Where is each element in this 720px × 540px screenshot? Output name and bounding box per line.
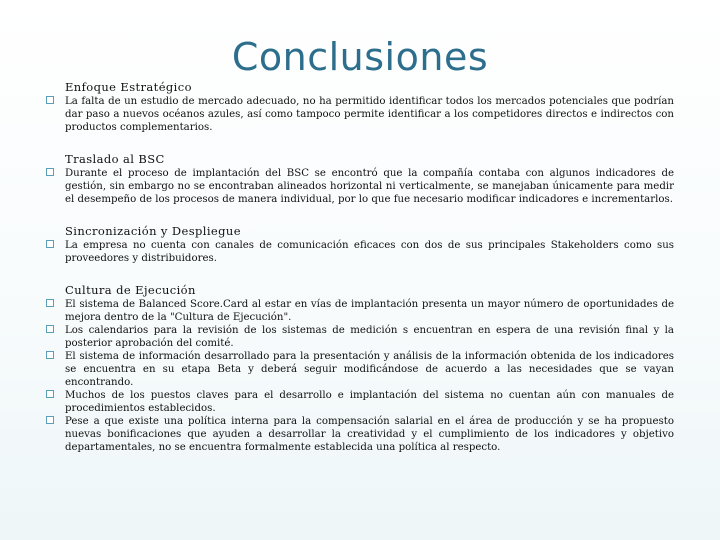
- bullet-text: Los calendarios para la revisión de los sistemas de medición s encuentran en espera de una revisión final y la posterior aprobación del comité.: [65, 325, 674, 349]
- section-traslado-bsc: [46, 152, 674, 206]
- bullet-text: Muchos de los puestos claves para el desarrollo e implantación del sistema no cuentan aún con manuales de procedimientos establecidos.: [65, 390, 674, 414]
- square-bullet-icon: [46, 351, 54, 359]
- square-bullet-icon: [46, 240, 54, 248]
- bullet-item: [46, 389, 674, 415]
- bullet-item: [46, 239, 674, 265]
- bullet-text: La empresa no cuenta con canales de comunicación eficaces con dos de sus principales Stakeholders como sus proveedores y distribuidores.: [65, 240, 674, 264]
- bullet-item: [46, 167, 674, 206]
- square-bullet-icon: [46, 168, 54, 176]
- section-sincronizacion-despliegue: [46, 224, 674, 265]
- bullet-text: La falta de un estudio de mercado adecuado, no ha permitido identificar todos los mercados potenciales que podrían dar paso a nuevos océanos azules, así como tampoco permite identificar a los competidores directos e indirectos con productos complementarios.: [65, 96, 674, 133]
- slide-title: Conclusiones: [231, 35, 489, 79]
- bullet-item: [46, 95, 674, 134]
- square-bullet-icon: [46, 325, 54, 333]
- slide-content: [46, 80, 674, 454]
- bullet-item: [46, 298, 674, 324]
- section-heading: Cultura de Ejecución: [65, 283, 196, 297]
- section-heading: Sincronización y Despliegue: [65, 224, 241, 238]
- bullet-text: Durante el proceso de implantación del BSC se encontró que la compañía contaba con algunos indicadores de gestión, sin embargo no se encontraban alineados horizontal ni verticalmente, se manejaban únicamente para medir el desempeño de los procesos de manera individual, por lo que fue necesario modificar indicadores e incrementarlos.: [65, 168, 674, 205]
- bullet-item: [46, 415, 674, 454]
- section-heading: Traslado al BSC: [65, 152, 165, 166]
- section-enfoque-estrategico: [46, 80, 674, 134]
- square-bullet-icon: [46, 416, 54, 424]
- bullet-text: El sistema de Balanced Score.Card al estar en vías de implantación presenta un mayor número de oportunidades de mejora dentro de la "Cultura de Ejecución".: [65, 299, 674, 323]
- bullet-item: [46, 324, 674, 350]
- bullet-item: [46, 350, 674, 389]
- section-heading: Enfoque Estratégico: [65, 80, 192, 94]
- square-bullet-icon: [46, 390, 54, 398]
- square-bullet-icon: [46, 299, 54, 307]
- section-cultura-ejecucion: [46, 283, 674, 454]
- square-bullet-icon: [46, 96, 54, 104]
- bullet-text: Pese a que existe una política interna para la compensación salarial en el área de producción y se ha propuesto nuevas bonificaciones que ayuden a desarrollar la creatividad y el cumplimiento de los indicadores y objetivo departamentales, no se encuentra formalmente establecida una política al respecto.: [65, 416, 674, 453]
- bullet-text: El sistema de información desarrollado para la presentación y análisis de la información obtenida de los indicadores se encuentra en su etapa Beta y deberá seguir modificándose de acuerdo a las necesidades que se vayan encontrando.: [65, 351, 674, 388]
